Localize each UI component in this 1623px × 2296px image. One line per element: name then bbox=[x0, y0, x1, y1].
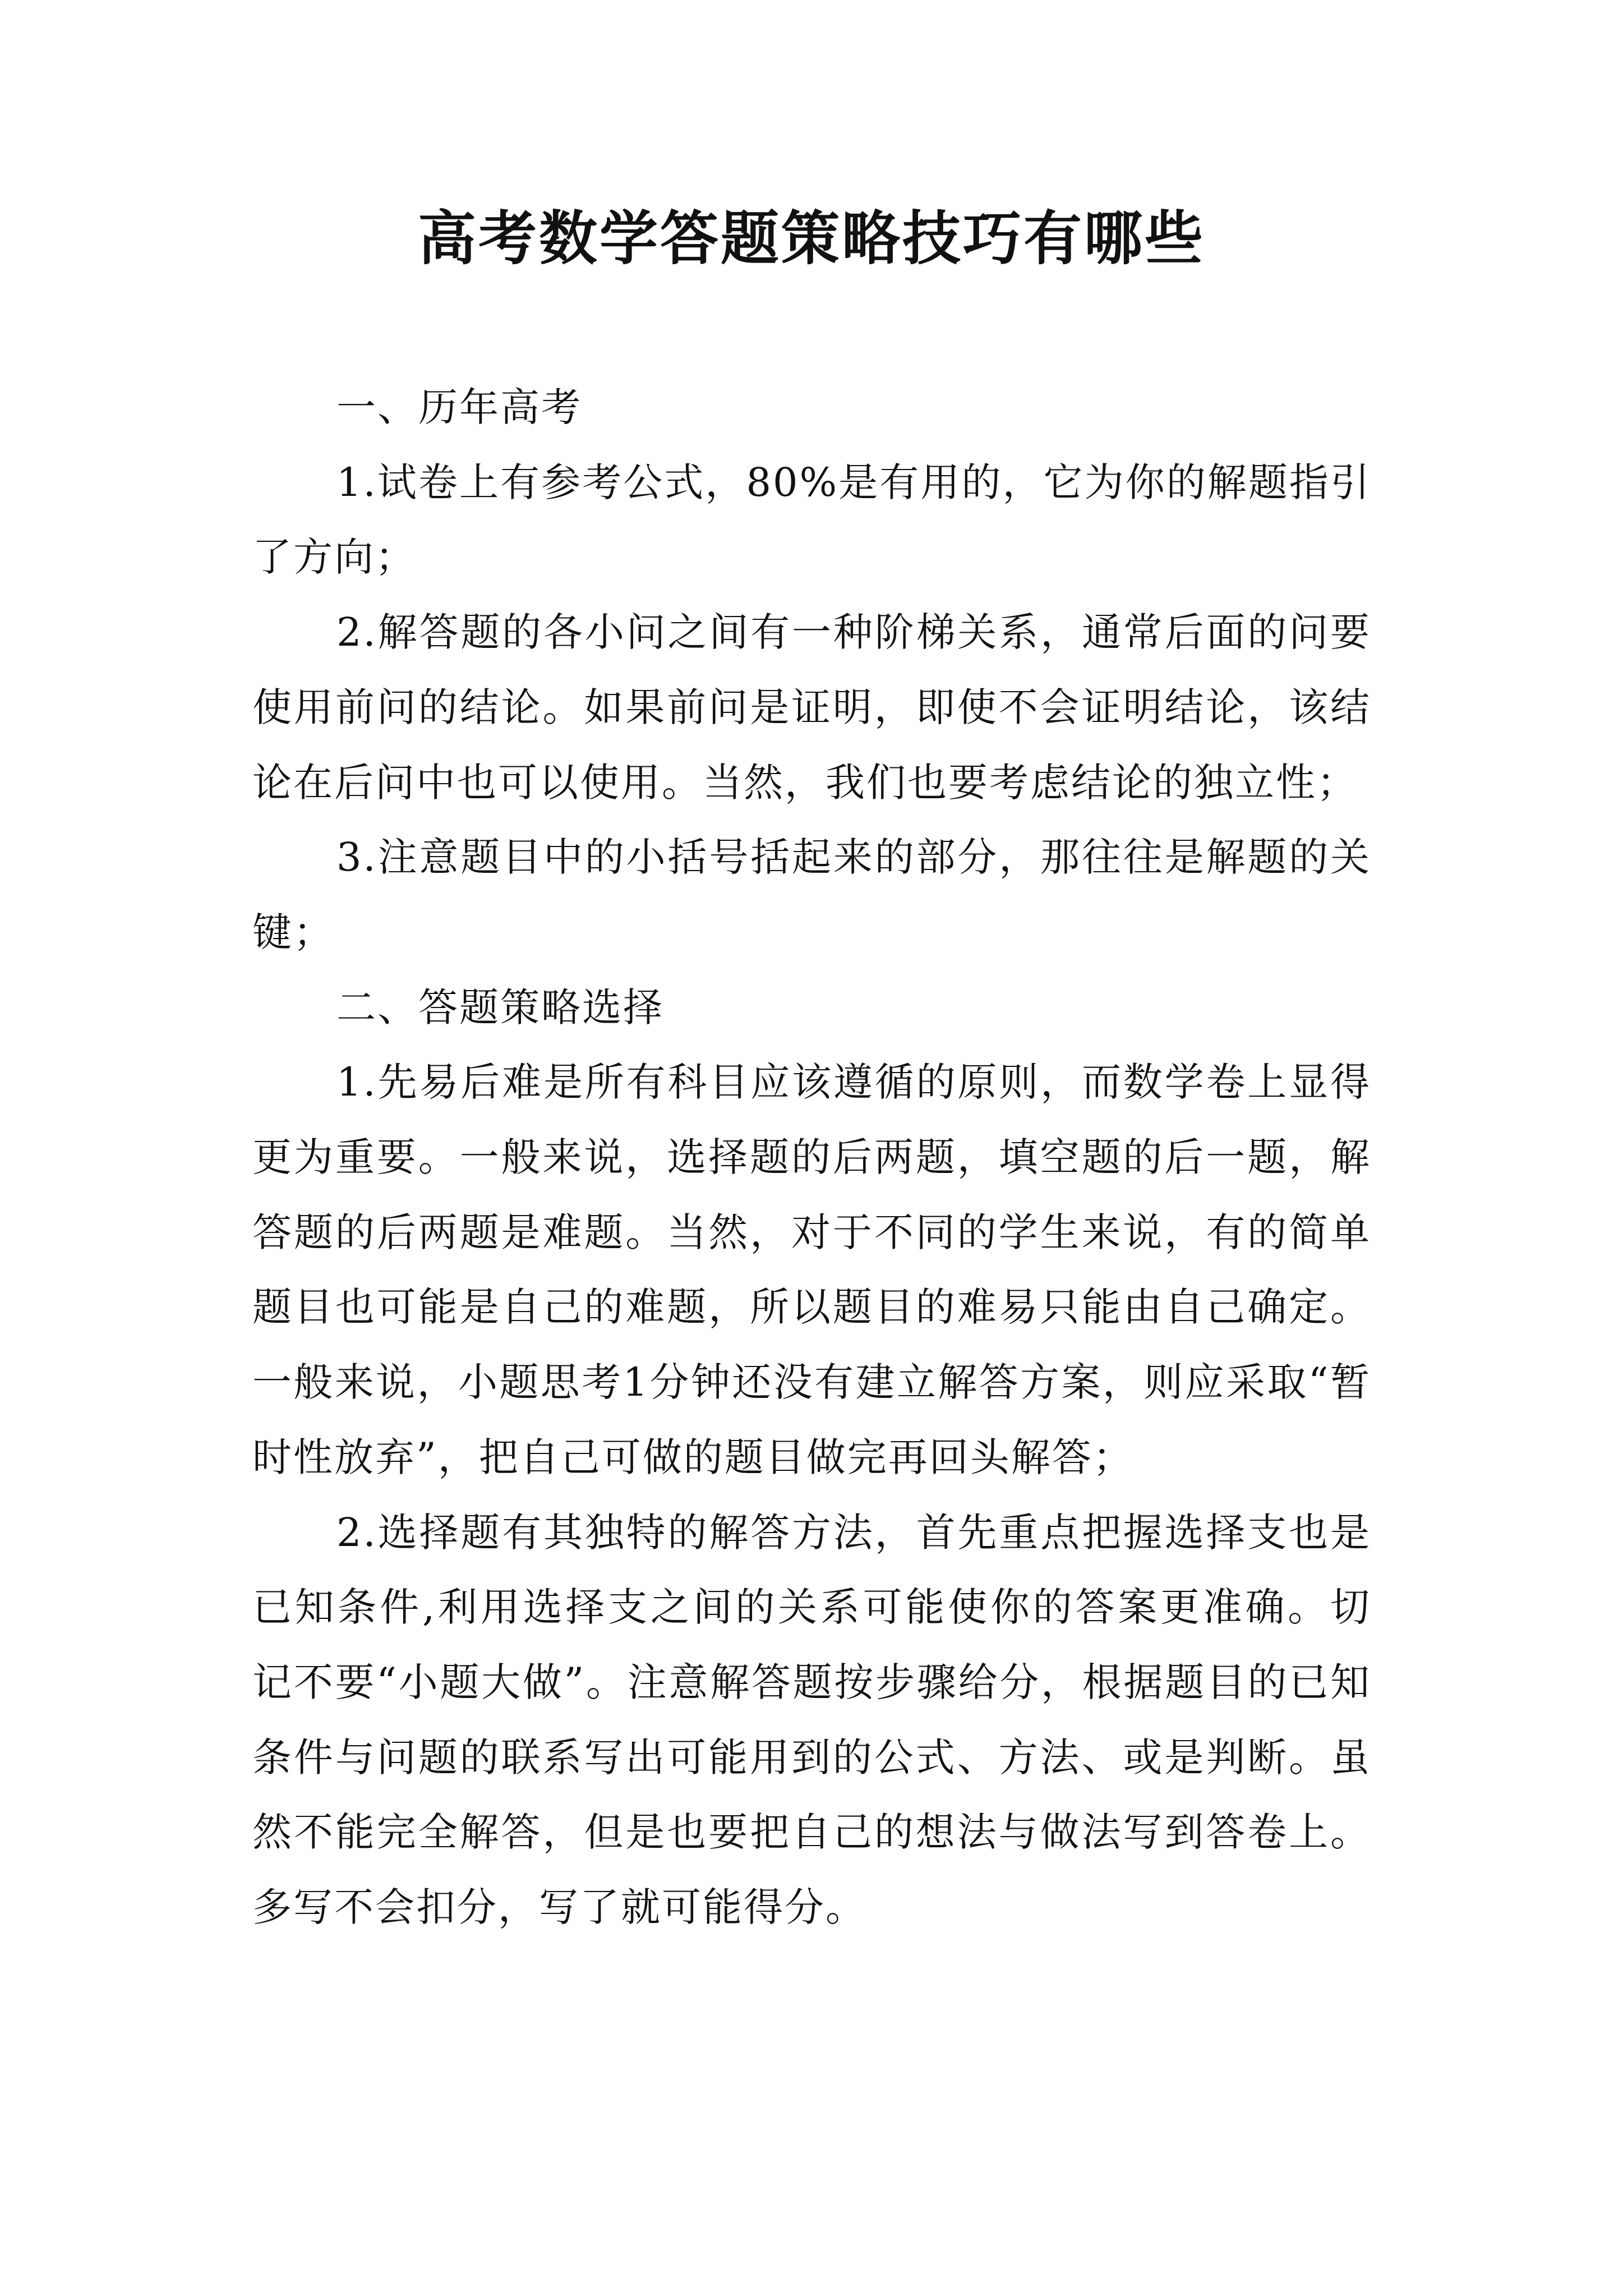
section-heading-2: 二、答题策略选择 bbox=[336, 984, 664, 1030]
paragraph-1-1: 1.试卷上有参考公式，80%是有用的，它为你的解题指引了方向； bbox=[252, 459, 1371, 581]
paragraph-1-3: 3.注意题目中的小括号括起来的部分，那往往是解题的关键； bbox=[252, 834, 1371, 955]
section-heading-1: 一、历年高考 bbox=[336, 384, 582, 430]
paragraph-2-1: 1.先易后难是所有科目应该遵循的原则，而数学卷上显得更为重要。一般来说，选择题的后两题，填空题的后一题，解答题的后两题是难题。当然，对于不同的学生来说，有的简单题目也可能是自己的难题，所以题目的难易只能由自己确定。一般来说，小题思考1分钟还没有建立解答方案，则应采取“暂时性放弃”，把自己可做的题目做完再回头解答； bbox=[252, 1059, 1371, 1480]
paragraph-2-2: 2.选择题有其独特的解答方法，首先重点把握选择支也是已知条件,利用选择支之间的关系可能使你的答案更准确。切记不要“小题大做”。注意解答题按步骤给分，根据题目的已知条件与问题的联系写出可能用到的公式、方法、或是判断。虽然不能完全解答，但是也要把自己的想法与做法写到答卷上。多写不会扣分，写了就可能得分。 bbox=[252, 1509, 1371, 1931]
document-title: 高考数学答题策略技巧有哪些 bbox=[417, 204, 1205, 273]
document-body bbox=[252, 370, 1371, 1945]
paragraph-1-2: 2.解答题的各小问之间有一种阶梯关系，通常后面的问要使用前问的结论。如果前问是证明，即使不会证明结论，该结论在后问中也可以使用。当然，我们也要考虑结论的独立性； bbox=[252, 609, 1371, 806]
